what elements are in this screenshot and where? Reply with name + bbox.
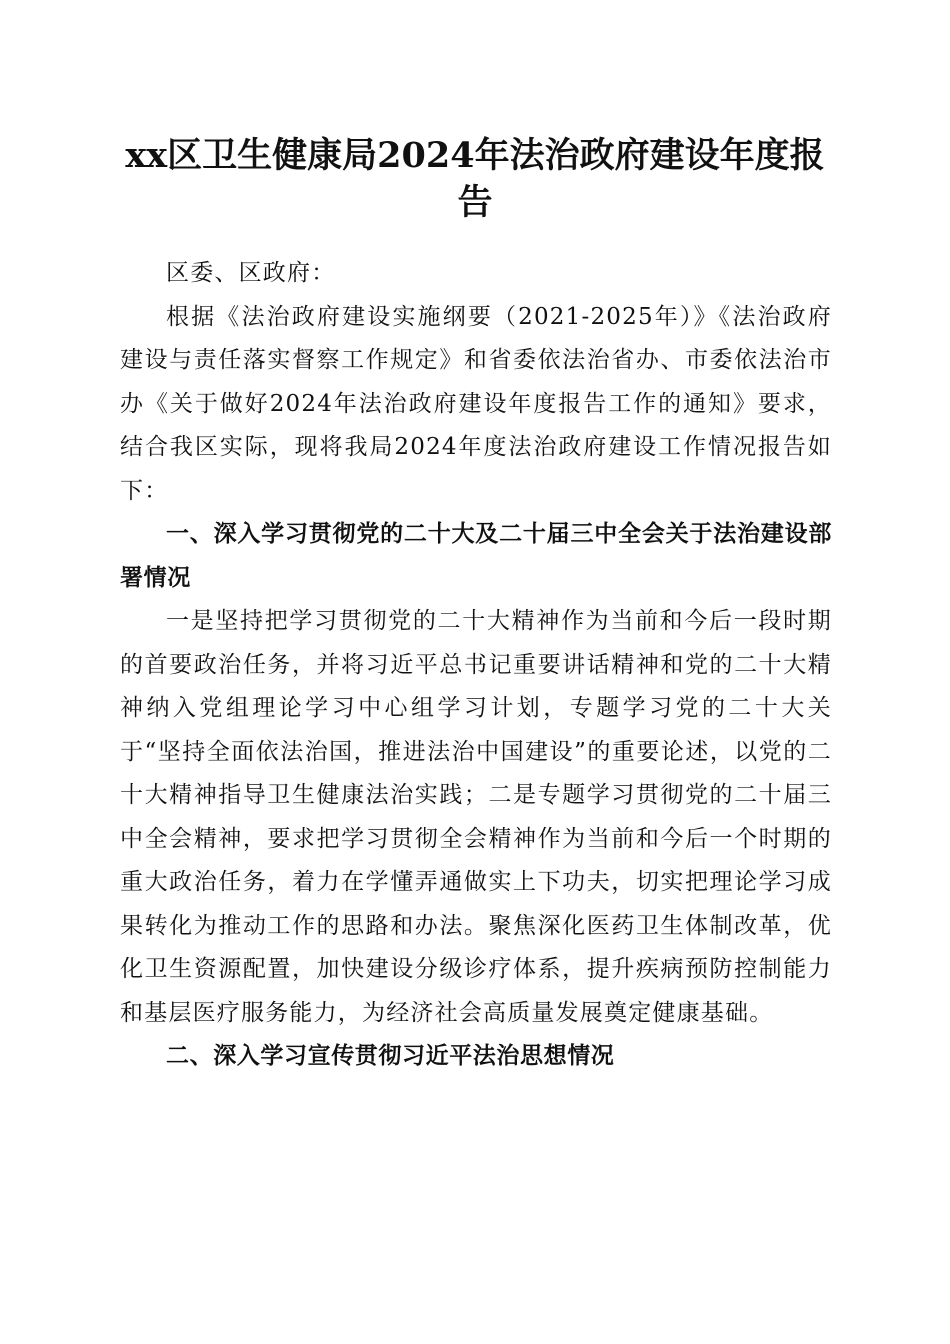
section-2-heading: 二、深入学习宣传贯彻习近平法治思想情况 (166, 1043, 615, 1069)
section-1-paragraph: 一是坚持把学习贯彻党的二十大精神作为当前和今后一段时期的首要政治任务，并将习近平总书记重要讲话精神和党的二十大精神纳入党组理论学习中心组学习计划，专题学习党的二十大关于“坚持全面依法治国，推进法治中国建设”的重要论述，以党的二十大精神指导卫生健康法治实践；二是专题学习贯彻党的二十届三中全会精神，要求把学习贯彻全会精神作为当前和今后一个时期的重大政治任务，着力在学懂弄通做实上下功夫，切实把理论学习成果转化为推动工作的思路和办法。聚焦深化医药卫生体制改革，优化卫生资源配置，加快建设分级诊疗体系，提升疾病预防控制能力和基层医疗服务能力，为经济社会高质量发展奠定健康基础。 (120, 608, 832, 1026)
salutation: 区委、区政府： (166, 260, 336, 286)
document-title: xx区卫生健康局2024年法治政府建设年度报告 (125, 135, 825, 223)
intro-paragraph: 根据《法治政府建设实施纲要（2021-2025年）》《法治政府建设与责任落实督察工作规定》和省委依法治省办、市委依法治市办《关于做好2024年法治政府建设年度报告工作的通知》要求，结合我区实际，现将我局2024年度法治政府建设工作情况报告如下： (120, 303, 832, 504)
section-1-heading: 一、深入学习贯彻党的二十大及二十届三中全会关于法治建设部署情况 (120, 521, 832, 591)
document-body (120, 252, 832, 1079)
